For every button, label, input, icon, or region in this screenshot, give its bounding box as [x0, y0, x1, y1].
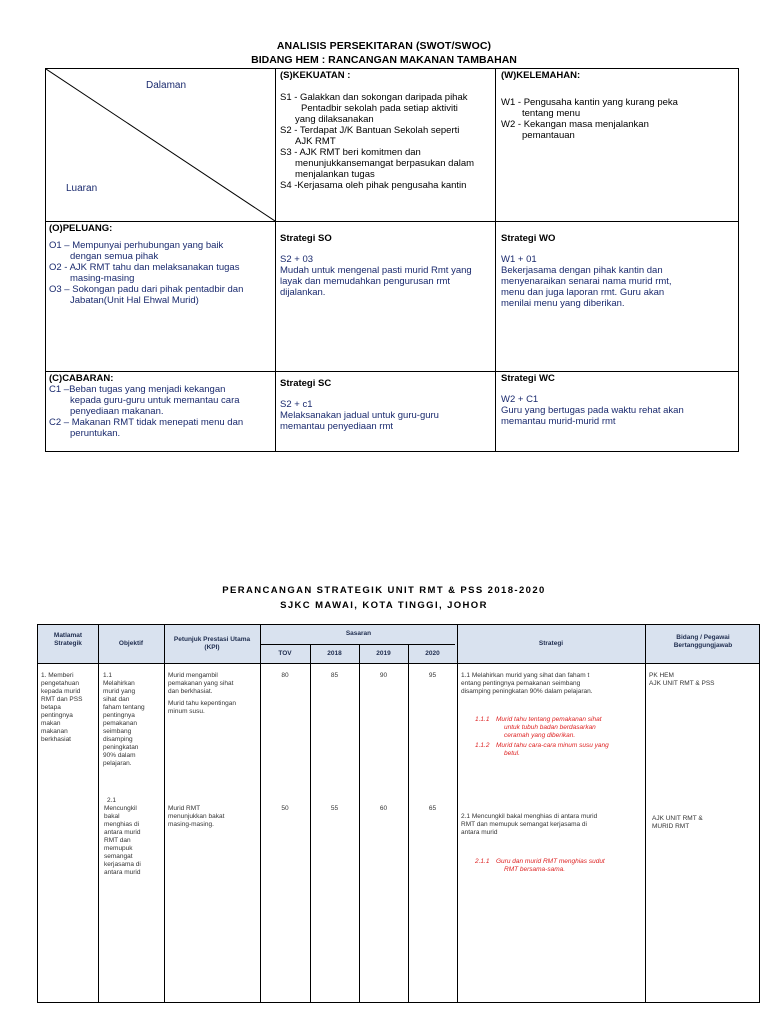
col-divider	[310, 644, 311, 1002]
so-code: S2 + 03	[280, 254, 314, 265]
swot-subtitle: BIDANG HEM : RANCANGAN MAKANAN TAMBAHAN	[251, 54, 517, 66]
wo-line: menu dan juga laporan rmt. Guru akan	[501, 287, 665, 298]
diagonal-divider	[46, 69, 275, 221]
sasaran-divider	[260, 644, 455, 645]
threat-line: C2 – Makanan RMT tidak menepati menu dan	[49, 417, 244, 428]
swot-divider-h2	[46, 371, 738, 372]
plan-subtitle: SJKC MAWAI, KOTA TINGGI, JOHOR	[280, 600, 488, 611]
opportunity-line: O1 – Mempunyai perhubungan yang baik	[49, 240, 224, 251]
value-2019-2: 60	[379, 805, 388, 812]
value-2018-2: 55	[330, 805, 339, 812]
wo-header: Strategi WO	[501, 233, 556, 244]
strength-line: yang dilaksanakan	[295, 114, 374, 125]
weakness-line: W2 - Kekangan masa menjalankan	[501, 119, 649, 130]
header-year-2020: 2020	[425, 650, 440, 657]
threats-header: (C)CABARAN:	[49, 373, 114, 384]
wc-header: Strategi WC	[501, 373, 555, 384]
bidang-cell-2: AJK UNIT RMT & MURID RMT	[652, 815, 703, 830]
opportunity-line: dengan semua pihak	[70, 251, 159, 262]
opportunities-header: (O)PELUANG:	[49, 223, 113, 234]
header-year-2019: 2019	[376, 650, 391, 657]
corner-luaran: Luaran	[66, 183, 98, 194]
strategi-sub-1-1-2: 1.1.2 Murid tahu cara-cara minum susu yang betul.	[475, 742, 609, 757]
threat-line: peruntukan.	[70, 428, 121, 439]
swot-title: ANALISIS PERSEKITARAN (SWOT/SWOC)	[276, 40, 492, 52]
strategi-cell-2: 2.1 Mencungkil bakal menghias di antara murid RMT dan memupuk semangat kerjasama di antara murid	[461, 813, 598, 836]
objektif-cell-2: 2.1 Mencungkil bakal menghias di antara murid RMT dan memupuk semangat kerjasama di antara murid	[104, 797, 141, 876]
header-strategi: Strategi	[538, 640, 564, 647]
header-year-2018: 2018	[327, 650, 342, 657]
strategy-wo-cell	[501, 233, 735, 309]
strength-line: Pentadbir sekolah pada setiap aktiviti	[301, 103, 458, 114]
corner-dalaman: Dalaman	[146, 80, 187, 91]
wc-code: W2 + C1	[501, 394, 539, 405]
strategy-sc-cell	[280, 378, 492, 432]
strengths-header: (S)KEKUATAN :	[280, 70, 351, 81]
strategy-wc-cell	[501, 373, 735, 427]
strengths-cell	[280, 70, 492, 191]
strength-line: S3 - AJK RMT beri komitmen dan	[280, 147, 421, 158]
value-tov-2: 50	[281, 805, 289, 812]
strength-line: AJK RMT	[295, 136, 336, 147]
header-matlamat: Matlamat Strategik	[53, 632, 83, 647]
bidang-cell-1: PK HEM AJK UNIT RMT & PSS	[649, 672, 715, 687]
weakness-line: pemantauan	[522, 130, 575, 141]
col-divider	[359, 644, 360, 1002]
plan-title: PERANCANGAN STRATEGIK UNIT RMT & PSS 2018-2020	[222, 585, 546, 596]
weakness-line: tentang menu	[522, 108, 581, 119]
weakness-line: W1 - Pengusaha kantin yang kurang peka	[501, 97, 678, 108]
strategi-sub-1-1-1: 1.1.1 Murid tahu tentang pemakanan sihat untuk tubuh badan berdasarkan ceramah yang diberikan.	[475, 716, 602, 739]
header-divider	[38, 663, 759, 664]
threats-cell	[49, 373, 273, 439]
so-line: dijalankan.	[280, 287, 326, 298]
strength-line: S1 - Galakkan dan sokongan daripada pihak	[280, 92, 468, 103]
col-divider	[457, 625, 458, 1002]
value-2019-1: 90	[379, 672, 388, 679]
strength-line: S4 -Kerjasama oleh pihak pengusaha kantin	[280, 180, 467, 191]
objektif-cell-1: 1.1 Melahirkan murid yang sihat dan faham tentang pentingnya pemakanan seimbang disamping peningkatan 90% dalam pelajaran.	[103, 672, 145, 767]
so-line: Mudah untuk mengenal pasti murid Rmt yang	[280, 265, 472, 276]
wo-line: menyenaraikan senarai nama murid rmt,	[501, 276, 672, 287]
threat-line: penyediaan makanan.	[70, 406, 164, 417]
opportunity-line: O3 – Sokongan padu dari pihak pentadbir dan	[49, 284, 244, 295]
strength-line: S2 - Terdapat J/K Bantuan Sekolah seperti	[280, 125, 460, 136]
sc-code: S2 + c1	[280, 399, 313, 410]
weaknesses-cell	[501, 70, 735, 141]
matlamat-cell: 1. Memberi pengetahuan kepada murid RMT dan PSS betapa pentingnya makan makanan berkhasiat	[41, 672, 83, 743]
swot-table	[45, 68, 739, 452]
value-tov-1: 80	[281, 672, 289, 679]
swot-divider-h1	[46, 221, 738, 222]
threat-line: kepada guru-guru untuk memantau cara	[70, 395, 240, 406]
threat-line: C1 –Beban tugas yang menjadi kekangan	[49, 384, 226, 395]
strength-line: menunjukkansemangat berpasukan dalam	[295, 158, 475, 169]
sc-line: memantau penyediaan rmt	[280, 421, 394, 432]
col-divider	[98, 625, 99, 1002]
sc-header: Strategi SC	[280, 378, 332, 389]
wo-code: W1 + 01	[501, 254, 537, 265]
header-kpi: Petunjuk Prestasi Utama (KPI)	[173, 636, 251, 651]
opportunity-line: masing-masing	[70, 273, 135, 284]
opportunity-line: O2 - AJK RMT tahu dan melaksanakan tugas	[49, 262, 240, 273]
col-divider	[260, 625, 261, 1002]
kpi-cell-2: Murid RMT menunjukkan bakat masing-masing.	[168, 805, 225, 828]
kpi-cell-1: Murid mengambil pemakanan yang sihat dan berkhasiat. Murid tahu kepentingan minum susu.	[168, 672, 236, 715]
opportunities-cell	[49, 223, 273, 306]
so-line: layak dan memudahkan pengurusan rmt	[280, 276, 451, 287]
swot-divider-v1	[275, 69, 276, 451]
strategi-cell-1: 1.1 Melahirkan murid yang sihat dan faham t entang pentingnya pemakanan seimbang disamping peningkatan 90% dalam pelajaran.	[461, 672, 593, 695]
col-divider	[645, 625, 646, 1002]
value-2020-2: 65	[428, 805, 437, 812]
header-year-tov: TOV	[278, 650, 292, 657]
wc-line: Guru yang bertugas pada waktu rehat akan	[501, 405, 684, 416]
opportunity-line: Jabatan(Unit Hal Ehwal Murid)	[70, 295, 199, 306]
header-objektif: Objektif	[118, 640, 144, 647]
header-bidang: Bidang / Pegawai Bertanggungjawab	[673, 634, 733, 649]
value-2018-1: 85	[330, 672, 339, 679]
weaknesses-header: (W)KELEMAHAN:	[501, 70, 581, 81]
swot-divider-v2	[495, 69, 496, 451]
plan-table	[37, 624, 760, 1003]
so-header: Strategi SO	[280, 233, 332, 244]
header-sasaran: Sasaran	[345, 630, 372, 637]
strength-line: menjalankan tugas	[295, 169, 375, 180]
strategy-so-cell	[280, 233, 492, 298]
value-2020-1: 95	[428, 672, 437, 679]
wo-line: menilai menu yang diberikan.	[501, 298, 625, 309]
strategi-sub-2-1-1: 2.1.1 Guru dan murid RMT menghias sudut RMT bersama-sama.	[475, 858, 605, 873]
sc-line: Melaksanakan jadual untuk guru-guru	[280, 410, 439, 421]
wc-line: memantau murid-murid rmt	[501, 416, 616, 427]
wo-line: Bekerjasama dengan pihak kantin dan	[501, 265, 663, 276]
col-divider	[164, 625, 165, 1002]
col-divider	[408, 644, 409, 1002]
